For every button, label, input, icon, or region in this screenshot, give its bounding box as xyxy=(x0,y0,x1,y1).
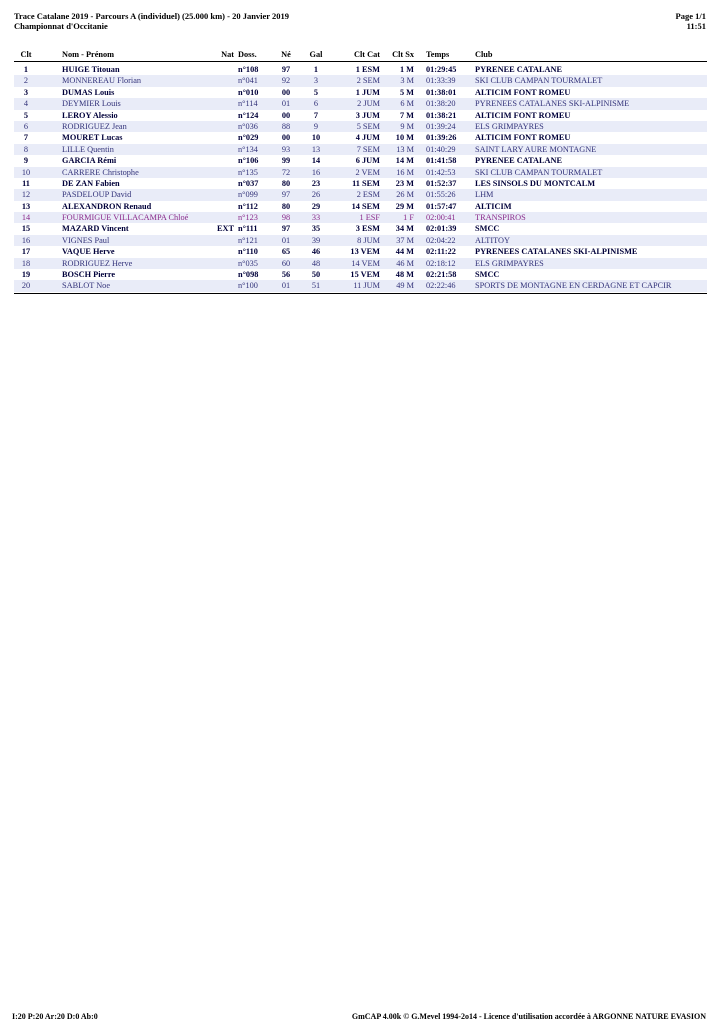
cell-club: TRANSPIROS xyxy=(475,213,526,223)
cell-gal: 48 xyxy=(311,258,321,268)
cell-clt-sx: 14 M xyxy=(395,156,414,166)
cell-club: SMCC xyxy=(475,224,500,234)
cell-clt-sx: 16 M xyxy=(396,167,414,177)
cell-clt-sx: 34 M xyxy=(395,224,414,234)
cell-temps: 02:11:22 xyxy=(426,247,456,257)
cell-clt-sx: 10 M xyxy=(395,133,414,143)
report-subtitle: Championnat d'Occitanie xyxy=(14,21,108,31)
cell-name: MAZARD Vincent xyxy=(62,224,129,234)
cell-clt-sx: 9 M xyxy=(400,121,414,131)
cell-gal: 13 xyxy=(311,144,321,154)
cell-ne: 97 xyxy=(281,65,291,74)
report-header xyxy=(14,11,289,31)
cell-temps: 01:38:20 xyxy=(426,99,456,109)
cell-doss: n°106 xyxy=(238,156,259,166)
table-row xyxy=(14,75,707,86)
table-row xyxy=(14,121,707,132)
cell-clt: 15 xyxy=(21,224,31,234)
table-row xyxy=(14,87,707,98)
cell-gal: 35 xyxy=(311,224,321,234)
cell-temps: 02:01:39 xyxy=(426,224,457,234)
table-row xyxy=(14,223,707,234)
cell-gal: 3 xyxy=(313,76,319,86)
cell-doss: n°112 xyxy=(238,201,258,211)
cell-club: PYRENEES CATALANES SKI-ALPINISME xyxy=(475,247,638,257)
cell-temps: 01:39:26 xyxy=(426,133,457,143)
table-row xyxy=(14,144,707,155)
cell-doss: n°135 xyxy=(238,167,258,177)
cell-doss: n°098 xyxy=(238,270,259,280)
results-table xyxy=(14,48,707,294)
cell-clt-sx: 1 F xyxy=(403,213,414,223)
table-row xyxy=(14,189,707,200)
cell-temps: 01:57:47 xyxy=(426,201,457,211)
header-divider xyxy=(14,61,707,62)
cell-clt-sx: 26 M xyxy=(396,190,414,200)
cell-ne: 01 xyxy=(281,235,291,245)
cell-gal: 26 xyxy=(311,190,321,200)
cell-gal: 5 xyxy=(313,87,319,97)
cell-clt: 7 xyxy=(23,133,29,143)
cell-club: LHM xyxy=(475,190,494,200)
cell-temps: 02:18:12 xyxy=(426,258,456,268)
cell-clt-sx: 49 M xyxy=(396,281,414,291)
cell-name: MOURET Lucas xyxy=(62,133,123,143)
cell-club: PYRENEES CATALANES SKI-ALPINISME xyxy=(475,99,630,109)
cell-ne: 65 xyxy=(281,247,291,257)
cell-doss: n°123 xyxy=(238,213,258,223)
cell-clt-cat: 2 VEM xyxy=(355,167,380,177)
cell-clt-cat: 13 VEM xyxy=(350,247,380,257)
cell-doss: n°037 xyxy=(238,178,259,188)
cell-ne: 01 xyxy=(281,99,291,109)
cell-temps: 01:41:58 xyxy=(426,156,457,166)
table-row xyxy=(14,98,707,109)
cell-doss: n°036 xyxy=(238,121,258,131)
cell-clt-cat: 1 ESM xyxy=(355,65,380,74)
cell-clt: 1 xyxy=(23,65,29,74)
cell-club: ALTICIM FONT ROMEU xyxy=(475,110,571,120)
cell-clt-sx: 37 M xyxy=(396,235,414,245)
cell-clt-sx: 3 M xyxy=(400,76,414,86)
table-header-row xyxy=(14,48,707,61)
cell-clt: 10 xyxy=(21,167,31,177)
cell-gal: 1 xyxy=(313,65,319,74)
cell-name: ALEXANDRON Renaud xyxy=(62,201,152,211)
cell-clt-sx: 5 M xyxy=(399,87,414,97)
cell-clt: 2 xyxy=(23,76,29,86)
cell-club: SPORTS DE MONTAGNE EN CERDAGNE ET CAPCIR xyxy=(475,281,672,291)
cell-temps: 01:38:21 xyxy=(426,110,457,120)
cell-name: DUMAS Louis xyxy=(62,87,115,97)
table-row xyxy=(14,246,707,257)
cell-club: ALTICIM FONT ROMEU xyxy=(475,133,571,143)
cell-clt: 17 xyxy=(21,247,31,257)
cell-name: DE ZAN Fabien xyxy=(62,178,120,188)
cell-name: FOURMIGUE VILLACAMPA Chloé xyxy=(62,213,189,223)
cell-name: PASDELOUP David xyxy=(62,190,132,200)
table-body xyxy=(14,64,707,292)
col-header-clt-cat: Clt Cat xyxy=(353,50,380,59)
cell-clt-cat: 11 JUM xyxy=(353,281,380,291)
cell-temps: 02:04:22 xyxy=(426,235,456,245)
cell-club: PYRENEE CATALANE xyxy=(475,156,563,166)
table-row xyxy=(14,258,707,269)
cell-club: ELS GRIMPAYRES xyxy=(475,258,544,268)
footer-stats: I:20 P:20 Ar:20 D:0 Ab:0 xyxy=(12,1012,98,1021)
cell-clt-sx: 29 M xyxy=(395,201,414,211)
cell-ne: 60 xyxy=(281,258,291,268)
cell-club: SAINT LARY AURE MONTAGNE xyxy=(475,144,597,154)
cell-clt: 14 xyxy=(21,213,31,223)
cell-clt-cat: 2 ESM xyxy=(356,190,380,200)
cell-ne: 92 xyxy=(281,76,291,86)
cell-clt-sx: 7 M xyxy=(399,110,414,120)
cell-club: ELS GRIMPAYRES xyxy=(475,121,544,131)
cell-club: ALTICIM xyxy=(475,201,512,211)
cell-gal: 46 xyxy=(311,247,321,257)
cell-temps: 02:00:41 xyxy=(426,213,456,223)
cell-name: HUIGE Titouan xyxy=(62,65,120,74)
cell-ne: 00 xyxy=(281,133,291,143)
cell-nat: EXT xyxy=(216,224,234,234)
table-row xyxy=(14,64,707,75)
cell-name: RODRIGUEZ Jean xyxy=(62,121,127,131)
cell-clt-sx: 48 M xyxy=(395,270,414,280)
page-number: Page 1/1 xyxy=(675,11,706,21)
cell-clt: 13 xyxy=(21,201,31,211)
cell-gal: 33 xyxy=(311,213,321,223)
cell-clt-cat: 2 JUM xyxy=(357,99,380,109)
cell-gal: 7 xyxy=(313,110,319,120)
cell-club: SKI CLUB CAMPAN TOURMALET xyxy=(475,167,603,177)
cell-ne: 00 xyxy=(281,87,291,97)
cell-clt: 3 xyxy=(23,87,29,97)
report-title: Trace Catalane 2019 - Parcours A (individuel) (25.000 km) - 20 Janvier 2019 xyxy=(14,11,290,21)
col-header-name: Nom - Prénom xyxy=(62,50,115,59)
cell-clt-cat: 1 JUM xyxy=(355,87,380,97)
report-time: 11:51 xyxy=(686,21,706,31)
cell-name: LEROY Alessio xyxy=(62,110,118,120)
cell-doss: n°099 xyxy=(238,190,258,200)
cell-clt: 18 xyxy=(21,258,31,268)
cell-ne: 99 xyxy=(281,156,291,166)
cell-gal: 29 xyxy=(311,201,321,211)
cell-clt-cat: 5 SEM xyxy=(356,121,380,131)
cell-temps: 01:52:37 xyxy=(426,178,457,188)
cell-name: VIGNES Paul xyxy=(62,235,110,245)
cell-gal: 10 xyxy=(311,133,321,143)
cell-clt: 8 xyxy=(23,144,29,154)
cell-club: PYRENEE CATALANE xyxy=(475,65,563,74)
table-row xyxy=(14,280,707,291)
table-row xyxy=(14,212,707,223)
cell-clt: 4 xyxy=(23,99,29,109)
cell-temps: 02:21:58 xyxy=(426,270,457,280)
table-row xyxy=(14,155,707,166)
cell-name: GARCIA Rémi xyxy=(62,156,117,166)
cell-name: BOSCH Pierre xyxy=(62,270,116,280)
cell-doss: n°134 xyxy=(238,144,258,154)
col-header-temps: Temps xyxy=(426,50,450,59)
cell-clt-cat: 3 JUM xyxy=(355,110,380,120)
cell-gal: 14 xyxy=(311,156,321,166)
cell-clt: 19 xyxy=(21,270,31,280)
cell-clt: 5 xyxy=(23,110,29,120)
col-header-gal: Gal xyxy=(309,50,323,59)
table-row xyxy=(14,167,707,178)
cell-doss: n°100 xyxy=(238,281,258,291)
cell-clt-cat: 15 VEM xyxy=(350,270,380,280)
cell-clt: 11 xyxy=(22,178,30,188)
cell-gal: 9 xyxy=(313,121,319,131)
cell-club: SMCC xyxy=(475,270,500,280)
cell-club: SKI CLUB CAMPAN TOURMALET xyxy=(475,76,603,86)
cell-ne: 88 xyxy=(281,121,291,131)
cell-clt-cat: 1 ESF xyxy=(359,213,380,223)
cell-name: CARRERE Christophe xyxy=(62,167,139,177)
cell-clt-cat: 14 VEM xyxy=(351,258,380,268)
cell-ne: 98 xyxy=(281,213,291,223)
cell-temps: 01:38:01 xyxy=(426,87,457,97)
table-row xyxy=(14,201,707,212)
cell-temps: 01:55:26 xyxy=(426,190,456,200)
col-header-clt: Clt xyxy=(20,50,32,59)
cell-club: ALTITOY xyxy=(475,235,511,245)
col-header-ne: Né xyxy=(281,50,291,59)
cell-club: LES SINSOLS DU MONTCALM xyxy=(475,178,596,188)
footer-credit: GmCAP 4.00k © G.Mevel 1994-2o14 - Licence d'utilisation accordée à ARGONNE NATURE EVASION xyxy=(351,1012,706,1021)
cell-temps: 01:39:24 xyxy=(426,121,456,131)
col-header-club: Club xyxy=(475,50,493,59)
cell-gal: 16 xyxy=(311,167,321,177)
cell-temps: 01:29:45 xyxy=(426,65,457,74)
cell-clt-sx: 44 M xyxy=(395,247,414,257)
cell-clt-cat: 2 SEM xyxy=(356,76,380,86)
cell-clt-sx: 1 M xyxy=(399,65,414,74)
cell-clt-sx: 6 M xyxy=(400,99,414,109)
cell-name: DEYMIER Louis xyxy=(62,99,121,109)
cell-doss: n°010 xyxy=(238,87,259,97)
cell-gal: 39 xyxy=(311,235,321,245)
cell-clt-cat: 3 ESM xyxy=(355,224,380,234)
cell-doss: n°111 xyxy=(238,224,258,234)
cell-ne: 97 xyxy=(281,224,291,234)
cell-gal: 50 xyxy=(311,270,321,280)
cell-ne: 00 xyxy=(281,110,291,120)
cell-temps: 01:33:39 xyxy=(426,76,456,86)
cell-ne: 80 xyxy=(281,201,291,211)
col-header-doss: Doss. xyxy=(238,50,257,59)
cell-name: VAQUE Herve xyxy=(62,247,115,257)
cell-ne: 01 xyxy=(281,281,291,291)
cell-name: MONNEREAU Florian xyxy=(62,76,142,86)
cell-doss: n°124 xyxy=(238,110,259,120)
table-row xyxy=(14,110,707,121)
cell-ne: 93 xyxy=(281,144,291,154)
col-header-nat: Nat xyxy=(221,50,234,59)
table-bottom-divider xyxy=(14,293,707,294)
cell-clt-cat: 11 SEM xyxy=(352,178,380,188)
cell-gal: 51 xyxy=(311,281,321,291)
table-row xyxy=(14,178,707,189)
cell-ne: 56 xyxy=(281,270,291,280)
cell-name: LILLE Quentin xyxy=(62,144,114,154)
cell-ne: 80 xyxy=(281,178,291,188)
cell-doss: n°110 xyxy=(238,247,258,257)
cell-name: SABLOT Noe xyxy=(62,281,111,291)
cell-clt-sx: 23 M xyxy=(395,178,414,188)
cell-clt-cat: 7 SEM xyxy=(356,144,380,154)
cell-doss: n°035 xyxy=(238,258,258,268)
cell-clt: 9 xyxy=(23,156,29,166)
cell-temps: 01:42:53 xyxy=(426,167,456,177)
cell-clt-cat: 6 JUM xyxy=(355,156,380,166)
cell-doss: n°108 xyxy=(238,65,259,74)
cell-ne: 72 xyxy=(281,167,291,177)
cell-clt: 16 xyxy=(21,235,31,245)
page-info xyxy=(676,11,706,31)
cell-temps: 02:22:46 xyxy=(426,281,456,291)
cell-clt-cat: 8 JUM xyxy=(357,235,380,245)
cell-gal: 23 xyxy=(311,178,321,188)
cell-temps: 01:40:29 xyxy=(426,144,456,154)
cell-clt-sx: 13 M xyxy=(396,144,414,154)
cell-clt: 6 xyxy=(23,121,29,131)
cell-clt-sx: 46 M xyxy=(396,258,414,268)
table-row xyxy=(14,235,707,246)
table-row xyxy=(14,132,707,143)
cell-clt: 20 xyxy=(21,281,31,291)
col-header-clt-sx: Clt Sx xyxy=(392,50,414,59)
cell-clt-cat: 4 JUM xyxy=(355,133,380,143)
cell-gal: 6 xyxy=(313,99,319,109)
cell-doss: n°114 xyxy=(238,99,258,109)
table-row xyxy=(14,269,707,280)
cell-ne: 97 xyxy=(281,190,291,200)
cell-doss: n°041 xyxy=(238,76,258,86)
cell-clt: 12 xyxy=(21,190,31,200)
cell-club: ALTICIM FONT ROMEU xyxy=(475,87,571,97)
cell-doss: n°029 xyxy=(238,133,259,143)
cell-clt-cat: 14 SEM xyxy=(351,201,380,211)
cell-doss: n°121 xyxy=(238,235,258,245)
cell-name: RODRIGUEZ Herve xyxy=(62,258,133,268)
